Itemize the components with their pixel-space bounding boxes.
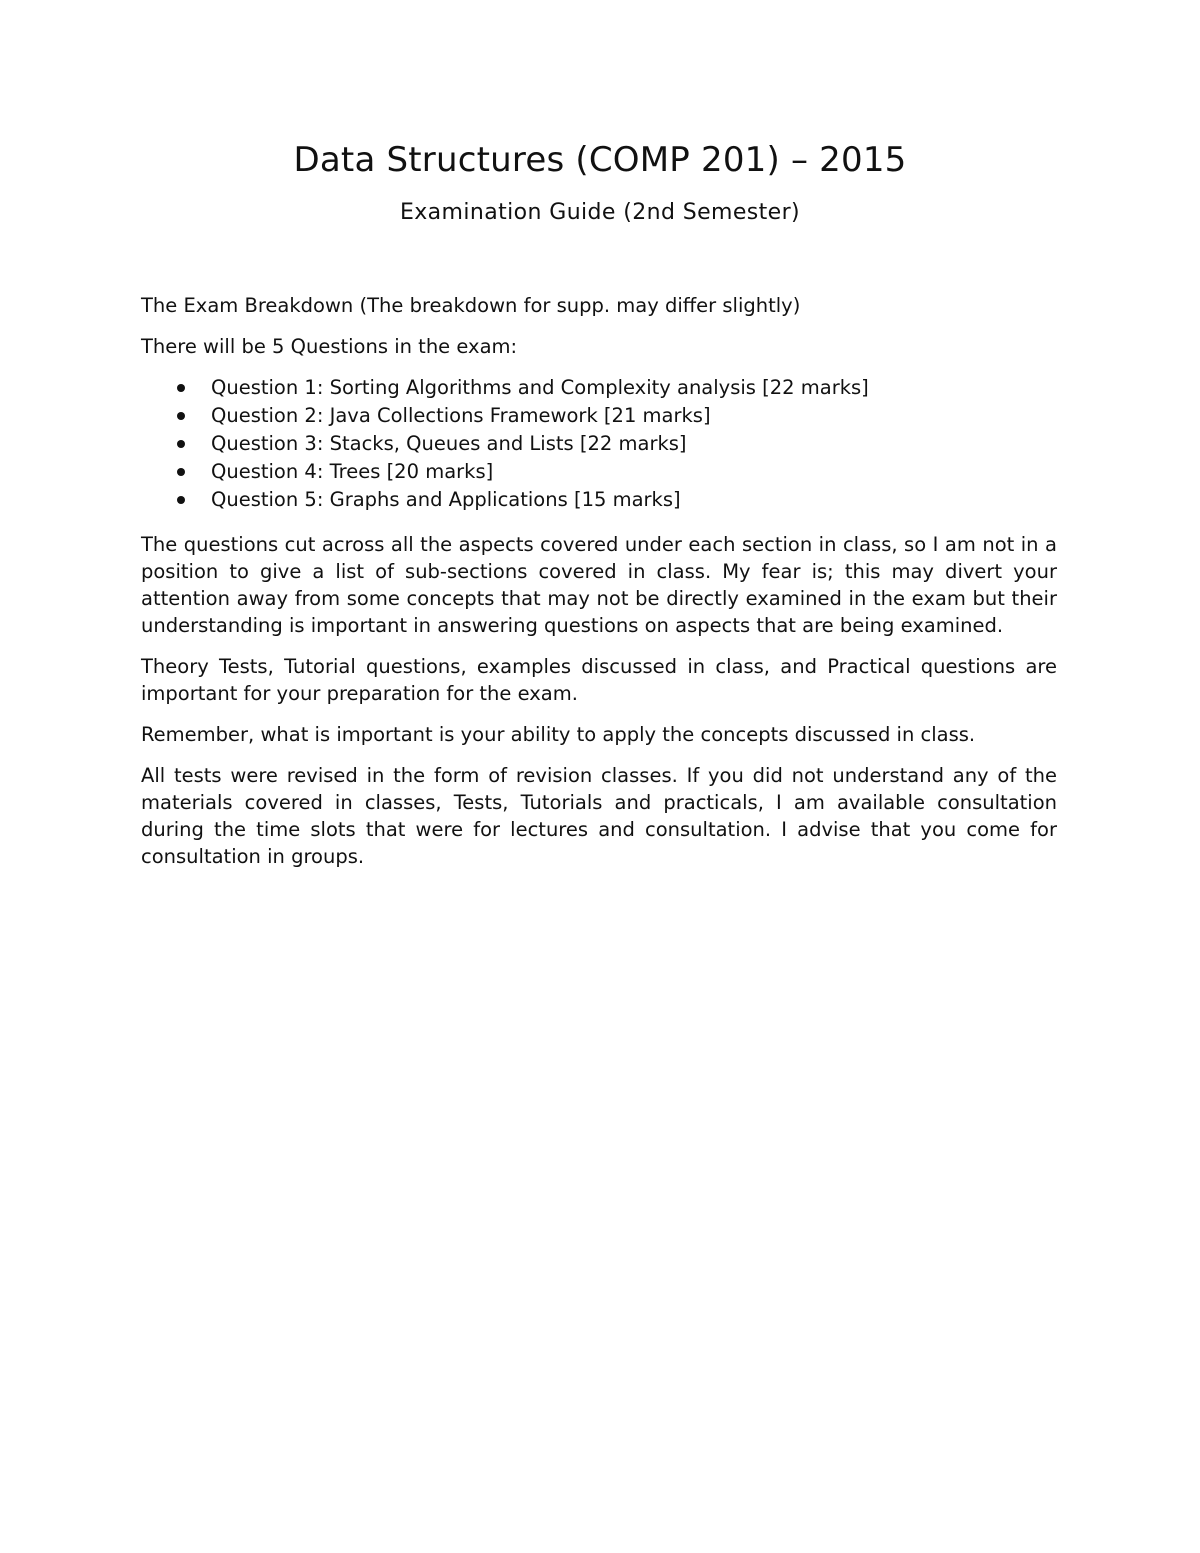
list-item (141, 430, 1057, 458)
breakdown-heading: The Exam Breakdown (The breakdown for supp. may differ slightly) (141, 294, 801, 317)
question-text: Question 5: Graphs and Applications [15 marks] (211, 488, 681, 511)
paragraph-scope: The questions cut across all the aspects covered under each section in class, so I am not in a position to give a list of sub-sections covered in class. My fear is; this may divert your attention away from some concepts that may not be directly examined in the exam but their understanding is important in answering questions on aspects that are being examined. (141, 533, 1057, 637)
paragraph-remember: Remember, what is important is your ability to apply the concepts discussed in class. (141, 723, 976, 746)
list-item (141, 458, 1057, 486)
paragraph-preparation: Theory Tests, Tutorial questions, examples discussed in class, and Practical questions are important for your preparation for the exam. (141, 655, 1057, 705)
bullet-icon (177, 468, 185, 476)
question-text: Question 3: Stacks, Queues and Lists [22 marks] (211, 432, 687, 455)
bullet-icon (177, 384, 185, 392)
question-text: Question 1: Sorting Algorithms and Complexity analysis [22 marks] (211, 376, 869, 399)
paragraph-consultation: All tests were revised in the form of revision classes. If you did not understand any of the materials covered in classes, Tests, Tutorials and practicals, I am available consultation during the time slots that were for lectures and consultation. I advise that you come for consultation in groups. (141, 764, 1057, 868)
question-list (141, 374, 1057, 514)
document-subtitle: Examination Guide (2nd Semester) (399, 200, 801, 225)
list-item (141, 402, 1057, 430)
bullet-icon (177, 412, 185, 420)
question-text: Question 2: Java Collections Framework [21 marks] (211, 404, 711, 427)
question-text: Question 4: Trees [20 marks] (211, 460, 494, 483)
list-item (141, 374, 1057, 402)
bullet-icon (177, 496, 185, 504)
questions-intro: There will be 5 Questions in the exam: (141, 335, 518, 358)
document-title: Data Structures (COMP 201) – 2015 (293, 140, 907, 180)
list-item (141, 486, 1057, 514)
document-body (141, 292, 1057, 884)
bullet-icon (177, 440, 185, 448)
